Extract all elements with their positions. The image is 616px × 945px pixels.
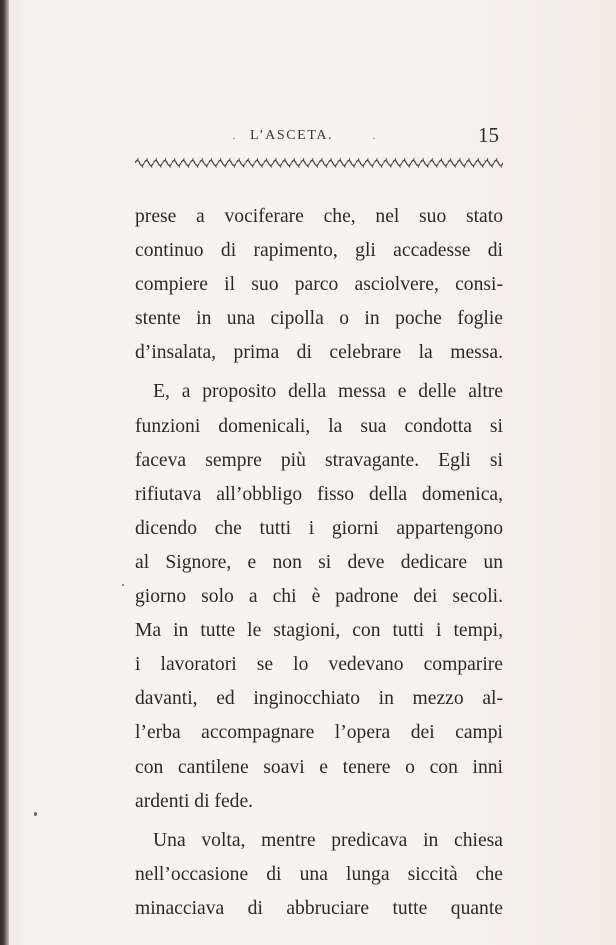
text-line: con cantilene soavi e tenere o con inni [135, 756, 503, 778]
text-line: d’insalata, prima di celebrare la messa. [135, 342, 503, 364]
text-line: ardenti di fede. [135, 790, 254, 812]
paper-speck [122, 584, 124, 586]
text-line: al Signore, e non si deve dedicare un [135, 551, 503, 573]
page-number: 15 [478, 123, 499, 147]
text-line: Ma in tutte le stagioni, con tutti i tempi, [135, 620, 503, 642]
decorative-rule [135, 157, 503, 169]
page-binding-edge [0, 0, 9, 945]
paragraph-1 [135, 200, 503, 370]
text-line: davanti, ed inginocchiato in mezzo al- [135, 688, 503, 710]
header-dot-left: · [232, 133, 236, 145]
body-text [135, 200, 503, 931]
text-line: i lavoratori se lo vedevano comparire [135, 654, 503, 676]
paragraph-2 [135, 375, 503, 818]
text-line: prese a vociferare che, nel suo stato [135, 206, 503, 227]
text-line: giorno solo a chi è padrone dei secoli. [135, 586, 503, 608]
text-line: l’erba accompagnare l’opera dei campi [135, 722, 503, 744]
text-line: funzioni domenicali, la sua condotta si [135, 415, 503, 437]
text-line: continuo di rapimento, gli accadesse di [135, 240, 503, 262]
text-line: faceva sempre più stravagante. Egli si [135, 449, 503, 471]
paragraph-3 [135, 824, 503, 926]
text-line: dicendo che tutti i giorni appartengono [135, 517, 503, 539]
paper-speck [34, 812, 37, 816]
text-line: stente in una cipolla o in poche foglie [135, 308, 503, 330]
header-dot-right: · [372, 133, 376, 145]
running-title: L’ASCETA. [250, 128, 334, 143]
text-line: Una volta, mentre predicava in chiesa [153, 829, 503, 851]
text-line: E, a proposito della messa e delle altre [153, 381, 503, 403]
text-line: nell’occasione di una lunga siccità che [135, 863, 503, 885]
text-line: minacciava di abbruciare tutte quante [135, 897, 503, 919]
text-line: rifiutava all’obbligo fisso della domenica, [135, 483, 503, 505]
text-line: compiere il suo parco asciolvere, consi- [135, 274, 503, 296]
